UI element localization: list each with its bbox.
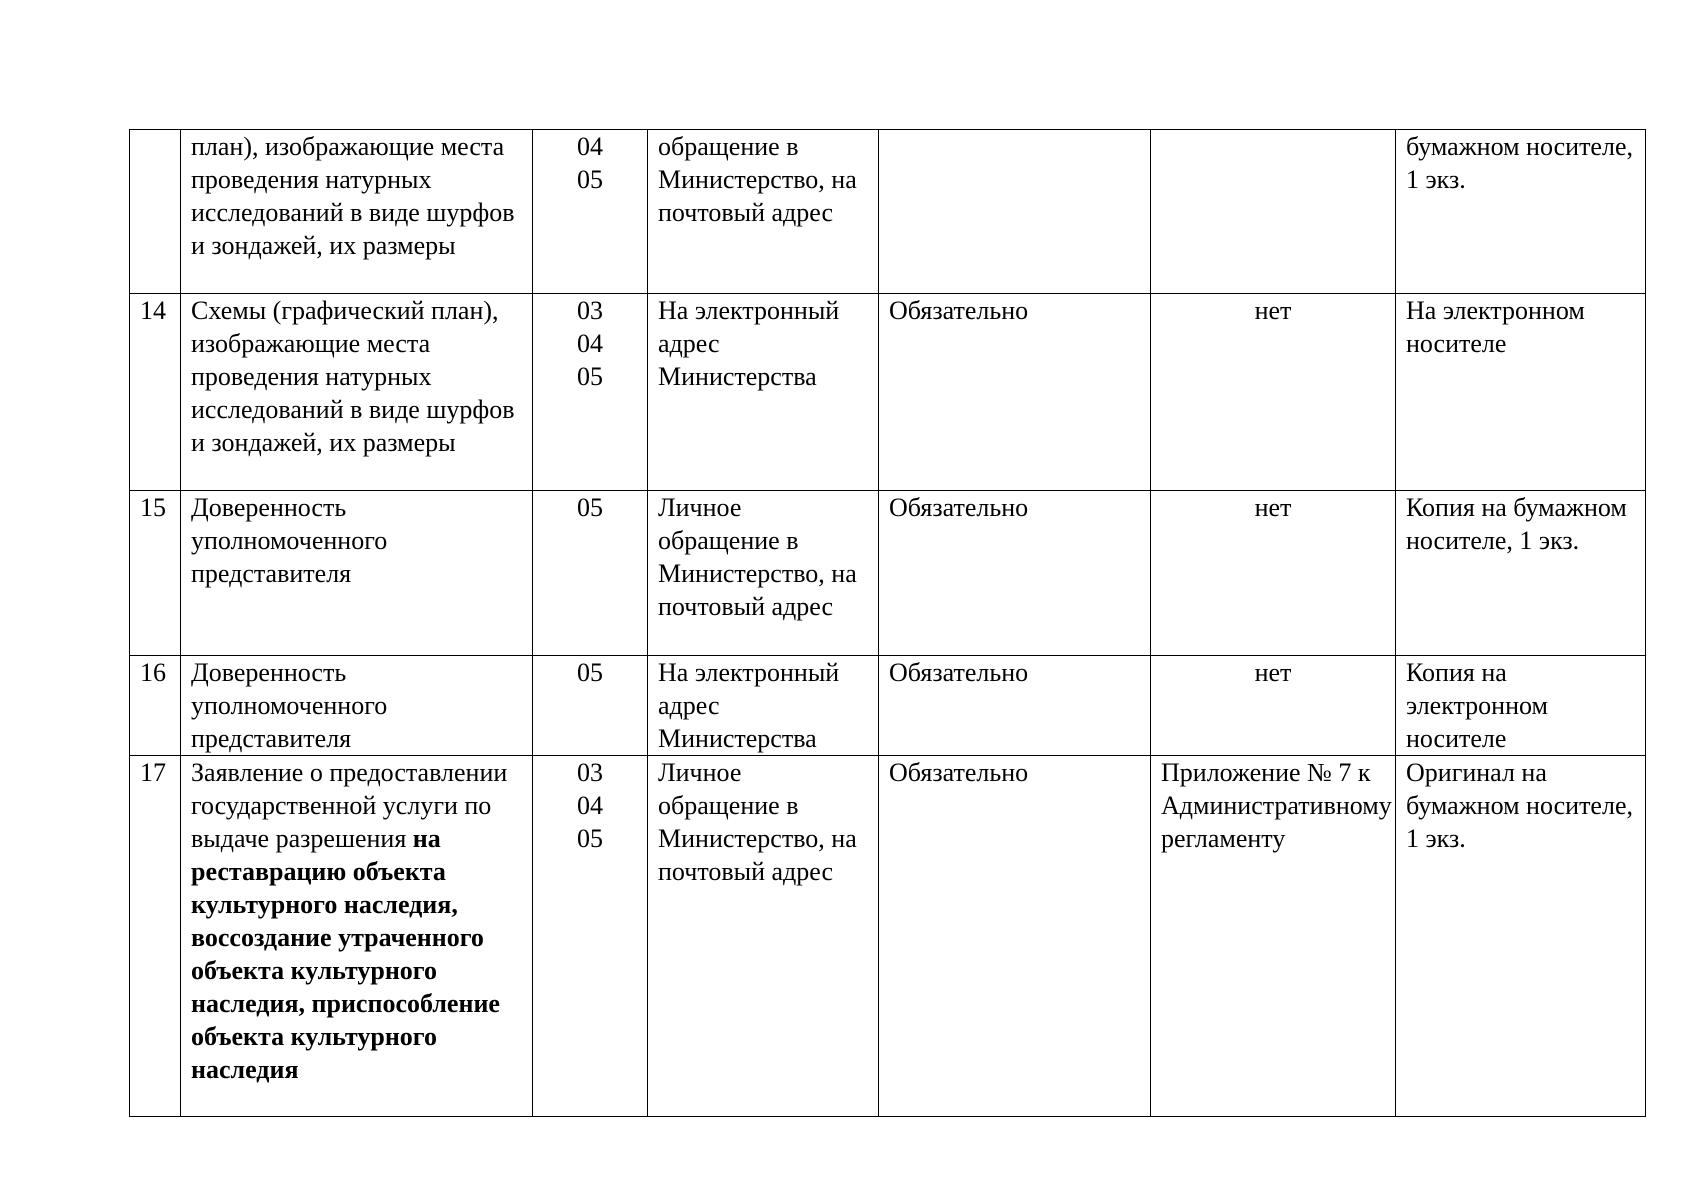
code-list xyxy=(533,656,648,756)
obligation: Обязательно xyxy=(879,491,1151,656)
submission-method: Личное обращение в Министерство, на почтовый адрес xyxy=(648,756,879,1117)
code: 05 xyxy=(577,658,603,687)
code-list xyxy=(533,491,648,656)
code: 05 xyxy=(577,824,603,853)
obligation: Обязательно xyxy=(879,656,1151,756)
table-row xyxy=(130,656,1646,756)
submission-method: обращение в Министерство, на почтовый адрес xyxy=(648,130,879,294)
code: 05 xyxy=(577,362,603,391)
obligation xyxy=(879,130,1151,294)
document-format: Копия на бумажном носителе, 1 экз. xyxy=(1396,491,1646,656)
document-name: Схемы (графический план), изображающие места проведения натурных исследований в виде шурфов и зондажей, их размеры xyxy=(181,294,533,491)
form-reference: нет xyxy=(1151,656,1396,756)
submission-method: На электронный адрес Министерства xyxy=(648,656,879,756)
code: 04 xyxy=(577,791,603,820)
form-reference xyxy=(1151,130,1396,294)
document-name-text: Заявление о предоставлении государственной услуги по выдаче разрешения xyxy=(191,758,508,853)
documents-table xyxy=(129,129,1646,1117)
submission-method: На электронный адрес Министерства xyxy=(648,294,879,491)
document-name-emphasis: на реставрацию объекта культурного наследия, воссоздание утраченного объекта культурного наследия, приспособление объекта культурного наследия xyxy=(191,824,500,1084)
document-format: Оригинал на бумажном носителе, 1 экз. xyxy=(1396,756,1646,1117)
row-number: 15 xyxy=(130,491,181,656)
table-row xyxy=(130,756,1646,1117)
document-name: план), изображающие места проведения натурных исследований в виде шурфов и зондажей, их размеры xyxy=(181,130,533,294)
document-name: Доверенность уполномоченного представителя xyxy=(181,491,533,656)
obligation: Обязательно xyxy=(879,294,1151,491)
row-number: 14 xyxy=(130,294,181,491)
code: 05 xyxy=(577,493,603,522)
form-reference: Приложение № 7 к Административному регламенту xyxy=(1151,756,1396,1117)
document-format: бумажном носителе, 1 экз. xyxy=(1396,130,1646,294)
document-format: Копия на электронном носителе xyxy=(1396,656,1646,756)
code: 03 xyxy=(577,758,603,787)
code: 04 xyxy=(577,329,603,358)
document-name: Доверенность уполномоченного представителя xyxy=(181,656,533,756)
code-list xyxy=(533,756,648,1117)
document-format: На электронном носителе xyxy=(1396,294,1646,491)
row-number: 17 xyxy=(130,756,181,1117)
code-list xyxy=(533,130,648,294)
row-number xyxy=(130,130,181,294)
code-list xyxy=(533,294,648,491)
code: 03 xyxy=(577,296,603,325)
code: 05 xyxy=(577,165,603,194)
table-row xyxy=(130,491,1646,656)
document-name xyxy=(181,756,533,1117)
code: 04 xyxy=(577,132,603,161)
row-number: 16 xyxy=(130,656,181,756)
table-row xyxy=(130,130,1646,294)
obligation: Обязательно xyxy=(879,756,1151,1117)
table-row xyxy=(130,294,1646,491)
form-reference: нет xyxy=(1151,294,1396,491)
form-reference: нет xyxy=(1151,491,1396,656)
submission-method: Личное обращение в Министерство, на почтовый адрес xyxy=(648,491,879,656)
